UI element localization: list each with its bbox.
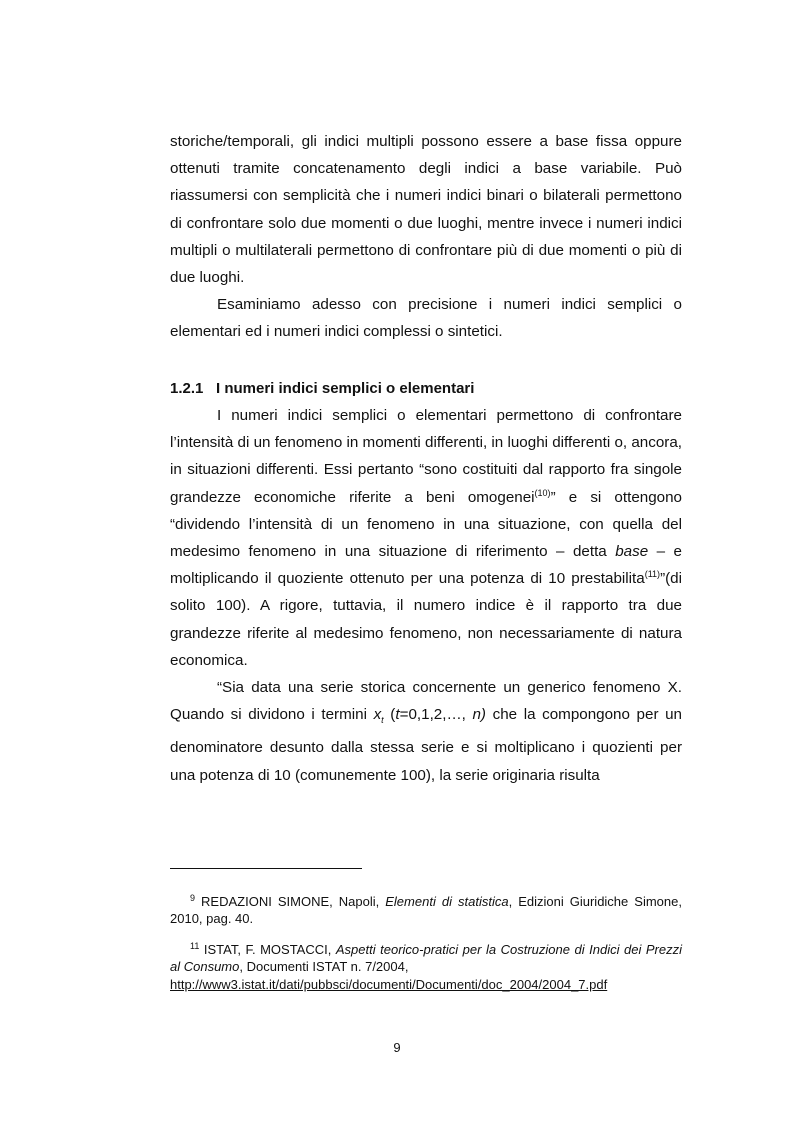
footnote-11-link[interactable]: http://www3.istat.it/dati/pubbsci/documenti/Documenti/doc_2004/2004_7.pdf: [170, 976, 608, 992]
section-number: 1.2.1: [170, 380, 204, 397]
math-t: t: [395, 706, 400, 724]
footnote-11-title: Aspetti teorico-pratici per la Costruzione di Indici dei Prezzi al Consumo: [170, 942, 682, 975]
body-text-top: [170, 128, 682, 346]
footnote-ref-11[interactable]: (11): [644, 569, 661, 580]
section-title: I numeri indici semplici o elementari: [216, 380, 475, 397]
footnote-9-title: Elementi di statistica: [385, 894, 509, 909]
paragraph-esaminiamo: Esaminiamo adesso con precisione i numeri indici semplici o elementari ed i numeri indici complessi o sintetici.: [170, 296, 682, 341]
math-x: x: [373, 706, 382, 724]
paragraph-serie-storica: “Sia data una serie storica concernente un generico fenomeno X. Quando si dividono i termini $x_t$ (t=0,1,2,…, n) che la compongono per un denominatore desunto dalla stessa serie e si moltiplicano i quozienti per una potenza di 10 (comunemente 100), la serie originaria risulta: [170, 679, 683, 784]
section-heading: [170, 378, 474, 400]
footnote-9-number: 9: [190, 893, 196, 903]
paragraph-continuation: storiche/temporali, gli indici multipli possono essere a base fissa oppure ottenuti tramite concatenamento degli indici a base variabile. Può riassumersi con semplicità che i numeri indici binari o bilaterali permettono di confrontare solo due momenti o due luoghi, mentre invece i numeri indici multipli o multilaterali permettono di confrontare più di due momenti o più di due luoghi.: [170, 133, 682, 287]
base-term: base: [615, 543, 649, 561]
body-text-section: [170, 402, 682, 789]
footnote-11-number: 11: [190, 941, 200, 951]
page-number: 9: [393, 1040, 401, 1055]
footnote-separator: [170, 868, 362, 869]
math-subscript-t: t: [381, 715, 384, 726]
footnote-9: $^9$ REDAZIONI SIMONE, Napoli, Elementi di statistica, Edizioni Giuridiche Simone, 2010, pag. 40.: [170, 893, 682, 927]
footnote-11: $^{11}$ ISTAT, F. MOSTACCI, Aspetti teorico-pratici per la Costruzione di Indici dei Prezzi al Consumo, Documenti ISTAT n. 7/2004, http://www3.istat.it/dati/pubbsci/documenti/Documenti/doc_2004/2004_7.pdf: [170, 941, 682, 992]
footnote-ref-10[interactable]: (10): [534, 487, 551, 498]
paragraph-definition: I numeri indici semplici o elementari permettono di confrontare l’intensità di un fenomeno in momenti differenti, in luoghi differenti o, ancora, in situazioni differenti. Essi pertanto “sono costituiti dal rapporto fra singole grandezze economiche riferite a beni omogenei$^{(10)}$” e si ottengono “dividendo l’intensità di un fenomeno in una situazione, con quella del medesimo fenomeno in una situazione di riferimento – detta base – e moltiplicando il quoziente ottenuto per una potenza di 10 prestabilita$^{(11)}$”(di solito 100). A rigore, tuttavia, il numero indice è il rapporto tra due grandezze riferite al medesimo fenomeno, non necessariamente di natura economica.: [170, 407, 682, 669]
math-n: n): [472, 706, 486, 724]
